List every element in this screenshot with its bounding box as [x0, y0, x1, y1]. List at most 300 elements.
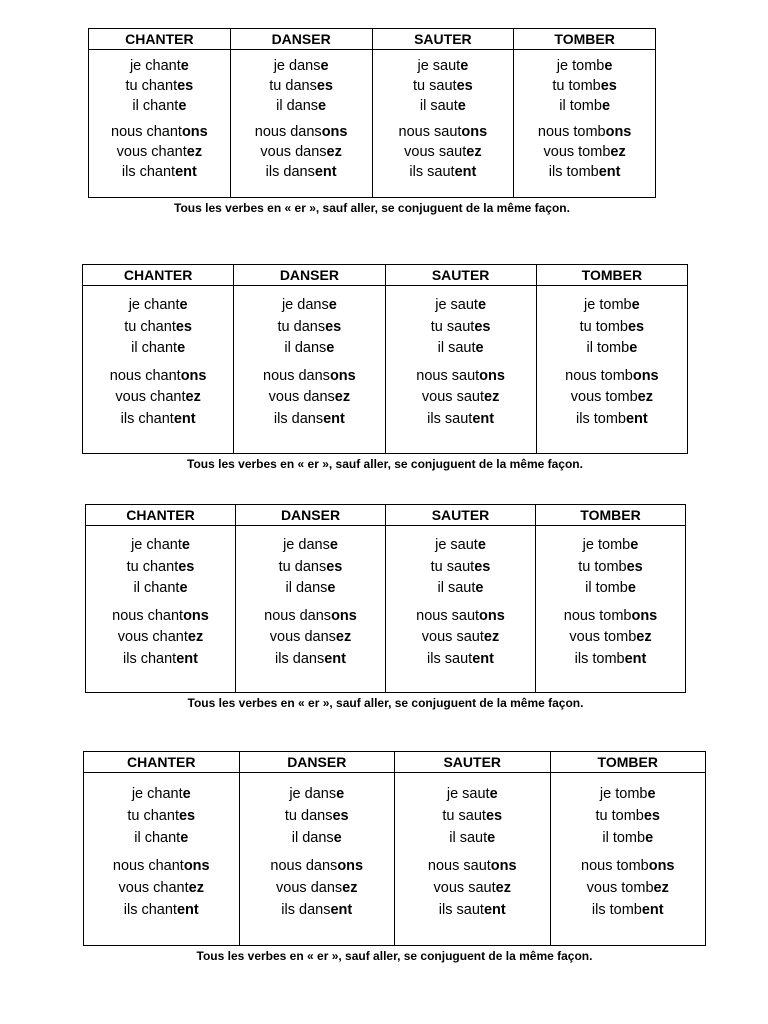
verb-ending: ent: [176, 650, 198, 667]
conjugation-table: [82, 264, 688, 454]
header-row: [83, 265, 688, 286]
conjugated-form: [231, 76, 372, 96]
verb-stem: nous dans: [270, 858, 338, 874]
verb-stem: il dans: [276, 98, 319, 114]
verb-ending: ez: [326, 144, 342, 160]
plural-forms: [537, 366, 687, 431]
verb-stem: tu chant: [127, 808, 179, 824]
conjugated-form: [536, 649, 685, 671]
verb-stem: il saut: [437, 580, 476, 596]
conjugated-form: [395, 827, 550, 849]
verb-ending: ez: [610, 144, 626, 160]
verb-ending: es: [325, 318, 342, 335]
conjugation-table: [85, 504, 686, 693]
verb-stem: nous saut: [427, 858, 491, 874]
conjugated-form: [537, 338, 687, 360]
verb-ending: ent: [330, 902, 353, 918]
verb-stem: je tomb: [582, 537, 631, 553]
plural-forms: [83, 366, 233, 431]
conjugated-form: [373, 56, 514, 76]
verb-stem: tu chant: [124, 318, 176, 335]
verb-ending: e: [333, 830, 342, 846]
verb-stem: vous chant: [115, 389, 186, 405]
conjugated-form: [83, 338, 233, 360]
verb-ending: ez: [637, 389, 653, 405]
verb-stem: il dans: [291, 830, 334, 846]
verb-stem: nous tomb: [537, 124, 606, 140]
rule-caption: Tous les verbes en « er », sauf aller, se conjuguent de la même façon.: [174, 201, 570, 215]
verb-stem: nous dans: [264, 607, 332, 624]
conjugated-form: [386, 649, 535, 671]
verb-ending: e: [178, 98, 187, 114]
conjugated-form: [551, 827, 706, 849]
conjugated-form: [373, 76, 514, 96]
conjugated-form: [231, 142, 372, 162]
conjugated-form: [231, 122, 372, 142]
singular-forms: [236, 535, 385, 600]
verb-ending: es: [474, 558, 491, 575]
verb-ending: e: [629, 340, 638, 356]
conjugation-block: [85, 504, 686, 710]
singular-forms: [514, 56, 655, 116]
rule-caption: Tous les verbes en « er », sauf aller, se conjuguent de la même façon.: [196, 949, 593, 963]
conjugated-form: [386, 627, 535, 649]
conjugated-form: [373, 142, 514, 162]
verb-ending: es: [456, 78, 473, 94]
verb-ending: ons: [183, 607, 209, 624]
verb-ending: e: [460, 58, 469, 74]
verb-stem: je saut: [446, 786, 490, 802]
verb-ending: e: [487, 830, 496, 846]
verb-stem: il saut: [437, 340, 476, 356]
verb-header: DANSER: [239, 752, 395, 773]
verb-stem: il dans: [284, 340, 327, 356]
verb-ending: ez: [185, 389, 201, 405]
conjugated-form: [236, 627, 385, 649]
verb-ending: e: [326, 340, 335, 356]
verb-stem: ils tomb: [548, 164, 599, 180]
conjugated-form: [83, 387, 233, 409]
verb-stem: vous tomb: [543, 144, 611, 160]
verb-stem: vous chant: [117, 629, 188, 645]
conjugated-form: [240, 827, 395, 849]
singular-forms: [395, 783, 550, 849]
verb-stem: ils saut: [427, 650, 473, 667]
verb-stem: il saut: [419, 98, 458, 114]
verb-ending: ons: [337, 858, 364, 874]
verb-ending: ons: [490, 858, 517, 874]
verb-ending: e: [489, 786, 498, 802]
conjugated-form: [231, 56, 372, 76]
verb-ending: e: [327, 580, 336, 596]
conjugated-form: [395, 899, 550, 921]
verb-ending: e: [328, 297, 337, 313]
verb-stem: vous tomb: [586, 880, 654, 896]
conjugated-form: [536, 535, 685, 557]
verb-stem: tu saut: [430, 318, 475, 335]
conjugated-form: [386, 387, 536, 409]
verb-header: SAUTER: [372, 29, 514, 50]
verb-stem: je saut: [435, 297, 478, 313]
verb-stem: ils chant: [123, 650, 177, 667]
verb-conjugation-cell: [239, 773, 395, 946]
verb-ending: es: [316, 78, 333, 94]
verb-stem: il chant: [131, 340, 178, 356]
verb-stem: tu dans: [284, 808, 333, 824]
conjugated-form: [240, 783, 395, 805]
singular-forms: [231, 56, 372, 116]
verb-ending: es: [643, 808, 660, 824]
verb-ending: ez: [484, 389, 500, 405]
verb-header: TOMBER: [550, 752, 706, 773]
conjugated-form: [395, 855, 550, 877]
verb-stem: ils tomb: [576, 410, 626, 427]
verb-ending: ent: [625, 410, 648, 427]
verb-stem: nous chant: [112, 858, 184, 874]
verb-header: DANSER: [234, 265, 385, 286]
verb-stem: vous dans: [269, 629, 336, 645]
conjugated-form: [395, 805, 550, 827]
verb-ending: e: [179, 297, 188, 313]
singular-forms: [536, 535, 685, 600]
singular-forms: [89, 56, 230, 116]
verb-stem: ils dans: [265, 164, 315, 180]
conjugated-form: [89, 162, 230, 182]
plural-forms: [386, 606, 535, 671]
verb-stem: tu dans: [278, 558, 327, 575]
verb-ending: e: [179, 580, 188, 596]
verb-stem: il saut: [449, 830, 488, 846]
verb-ending: e: [182, 786, 191, 802]
conjugation-block: [83, 751, 706, 963]
conjugated-form: [83, 366, 233, 388]
verb-ending: ent: [323, 410, 345, 427]
verb-ending: ent: [624, 650, 647, 667]
verb-ending: ez: [187, 629, 204, 645]
verb-ending: e: [645, 830, 654, 846]
verb-ending: ons: [605, 124, 632, 140]
verb-header: CHANTER: [84, 752, 240, 773]
conjugated-form: [240, 805, 395, 827]
verb-stem: vous saut: [421, 389, 484, 405]
verb-ending: ent: [641, 902, 664, 918]
verb-ending: e: [318, 98, 327, 114]
verb-stem: vous saut: [433, 880, 496, 896]
verb-stem: ils saut: [438, 902, 484, 918]
verb-stem: ils tomb: [591, 902, 642, 918]
conjugated-form: [236, 606, 385, 628]
verb-ending: es: [626, 558, 643, 575]
conjugation-row: [83, 286, 688, 454]
verb-header: DANSER: [230, 29, 372, 50]
verb-ending: ez: [653, 880, 669, 896]
verb-ending: ez: [342, 880, 358, 896]
verb-stem: il tomb: [586, 340, 630, 356]
verb-ending: ez: [186, 144, 203, 160]
header-row: [84, 752, 706, 773]
verb-ending: ons: [479, 367, 505, 384]
conjugated-form: [234, 387, 384, 409]
verb-ending: ons: [331, 607, 357, 624]
conjugated-form: [84, 899, 239, 921]
singular-forms: [386, 295, 536, 360]
conjugated-form: [551, 783, 706, 805]
verb-header: SAUTER: [386, 505, 536, 526]
verb-ending: e: [604, 58, 613, 74]
verb-ending: ons: [632, 367, 659, 384]
verb-ending: es: [178, 558, 195, 575]
verb-header: TOMBER: [514, 29, 656, 50]
verb-ending: ent: [176, 902, 199, 918]
verb-stem: nous saut: [398, 124, 462, 140]
conjugated-form: [240, 855, 395, 877]
conjugated-form: [86, 606, 235, 628]
verb-ending: e: [177, 340, 186, 356]
verb-header: SAUTER: [385, 265, 536, 286]
verb-stem: tu tomb: [579, 318, 628, 335]
verb-stem: il tomb: [585, 580, 628, 596]
conjugated-form: [231, 162, 372, 182]
verb-conjugation-cell: [385, 286, 536, 454]
verb-ending: ent: [472, 410, 495, 427]
verb-stem: je dans: [283, 537, 330, 553]
conjugated-form: [240, 877, 395, 899]
conjugated-form: [89, 122, 230, 142]
verb-ending: es: [474, 318, 491, 335]
verb-ending: es: [627, 318, 645, 335]
verb-stem: vous dans: [276, 880, 343, 896]
singular-forms: [83, 295, 233, 360]
verb-ending: ent: [173, 410, 196, 427]
verb-ending: ez: [636, 629, 652, 645]
conjugated-form: [83, 317, 233, 339]
verb-ending: es: [178, 808, 196, 824]
conjugated-form: [231, 96, 372, 116]
verb-ending: es: [175, 318, 192, 335]
verb-header: TOMBER: [536, 505, 686, 526]
verb-ending: ons: [321, 124, 348, 140]
verb-ending: e: [180, 58, 189, 74]
verb-conjugation-cell: [83, 286, 234, 454]
conjugated-form: [373, 96, 514, 116]
verb-conjugation-cell: [236, 526, 386, 693]
singular-forms: [234, 295, 384, 360]
verb-conjugation-cell: [86, 526, 236, 693]
verb-stem: je chant: [131, 537, 182, 553]
verb-stem: il chant: [132, 98, 179, 114]
verb-stem: il chant: [133, 580, 180, 596]
conjugated-form: [234, 366, 384, 388]
conjugated-form: [386, 557, 535, 579]
conjugated-form: [514, 142, 655, 162]
conjugated-form: [234, 338, 384, 360]
verb-stem: vous saut: [404, 144, 467, 160]
conjugated-form: [537, 366, 687, 388]
conjugated-form: [537, 317, 687, 339]
conjugated-form: [386, 409, 536, 431]
verb-conjugation-cell: [372, 50, 514, 198]
conjugated-form: [551, 855, 706, 877]
verb-ending: ons: [648, 858, 675, 874]
conjugated-form: [89, 76, 230, 96]
verb-stem: tu saut: [413, 78, 457, 94]
verb-stem: ils saut: [427, 410, 473, 427]
conjugated-form: [86, 578, 235, 600]
conjugated-form: [86, 557, 235, 579]
verb-stem: vous chant: [116, 144, 187, 160]
verb-stem: tu dans: [277, 318, 326, 335]
rule-caption: Tous les verbes en « er », sauf aller, se conjuguent de la même façon.: [187, 696, 584, 710]
conjugated-form: [89, 56, 230, 76]
conjugated-form: [84, 783, 239, 805]
conjugated-form: [536, 557, 685, 579]
conjugated-form: [536, 578, 685, 600]
verb-header: CHANTER: [83, 265, 234, 286]
plural-forms: [84, 855, 239, 921]
conjugated-form: [373, 162, 514, 182]
verb-stem: tu chant: [126, 558, 179, 575]
verb-ending: e: [329, 537, 338, 553]
verb-ending: ez: [334, 389, 351, 405]
verb-stem: je dans: [281, 297, 329, 313]
conjugated-form: [386, 535, 535, 557]
verb-ending: ons: [479, 607, 505, 624]
conjugation-table: [88, 28, 656, 198]
verb-ending: e: [320, 58, 329, 74]
verb-ending: e: [631, 297, 640, 313]
verb-ending: e: [647, 786, 656, 802]
verb-header: TOMBER: [536, 265, 687, 286]
conjugated-form: [84, 827, 239, 849]
verb-stem: ils dans: [273, 410, 324, 427]
verb-conjugation-cell: [230, 50, 372, 198]
verb-stem: tu tomb: [595, 808, 644, 824]
verb-stem: nous dans: [254, 124, 322, 140]
verb-header: SAUTER: [395, 752, 551, 773]
verb-stem: je tomb: [556, 58, 605, 74]
singular-forms: [537, 295, 687, 360]
verb-ending: ons: [329, 367, 356, 384]
conjugated-form: [395, 783, 550, 805]
verb-ending: ent: [314, 164, 337, 180]
plural-forms: [395, 855, 550, 921]
verb-ending: ent: [454, 164, 477, 180]
verb-ending: ez: [335, 629, 352, 645]
conjugation-row: [89, 50, 656, 198]
verb-ending: e: [180, 830, 189, 846]
verb-stem: je chant: [129, 58, 181, 74]
verb-stem: nous tomb: [565, 367, 633, 384]
conjugated-form: [84, 877, 239, 899]
verb-stem: nous saut: [416, 607, 480, 624]
conjugated-form: [234, 317, 384, 339]
verb-stem: tu saut: [442, 808, 486, 824]
verb-ending: e: [181, 537, 190, 553]
conjugated-form: [236, 535, 385, 557]
conjugated-form: [536, 627, 685, 649]
conjugated-form: [386, 295, 536, 317]
verb-header: CHANTER: [89, 29, 231, 50]
plural-forms: [240, 855, 395, 921]
conjugated-form: [83, 295, 233, 317]
singular-forms: [551, 783, 706, 849]
singular-forms: [373, 56, 514, 116]
verb-ending: es: [600, 78, 617, 94]
singular-forms: [84, 783, 239, 849]
verb-stem: ils chant: [123, 902, 177, 918]
conjugated-form: [386, 578, 535, 600]
verb-stem: ils saut: [409, 164, 455, 180]
conjugated-form: [89, 96, 230, 116]
verb-stem: vous tomb: [569, 629, 637, 645]
verb-stem: nous dans: [263, 367, 330, 384]
verb-stem: tu tomb: [578, 558, 627, 575]
verb-ending: ez: [483, 629, 500, 645]
verb-ending: es: [485, 808, 503, 824]
conjugated-form: [89, 142, 230, 162]
verb-stem: ils dans: [275, 650, 325, 667]
conjugated-form: [514, 122, 655, 142]
verb-ending: e: [477, 537, 486, 553]
plural-forms: [536, 606, 685, 671]
verb-header: DANSER: [236, 505, 386, 526]
verb-stem: il chant: [134, 830, 181, 846]
verb-conjugation-cell: [84, 773, 240, 946]
conjugation-block: [82, 264, 688, 471]
verb-ending: e: [457, 98, 466, 114]
conjugation-row: [86, 526, 686, 693]
verb-stem: je dans: [273, 58, 321, 74]
header-row: [89, 29, 656, 50]
verb-stem: vous tomb: [570, 389, 638, 405]
verb-stem: il tomb: [559, 98, 602, 114]
verb-ending: ent: [472, 650, 494, 667]
verb-conjugation-cell: [395, 773, 551, 946]
conjugated-form: [83, 409, 233, 431]
verb-conjugation-cell: [550, 773, 706, 946]
verb-ending: ent: [598, 164, 621, 180]
conjugated-form: [84, 805, 239, 827]
verb-stem: vous dans: [268, 389, 335, 405]
verb-stem: ils tomb: [574, 650, 625, 667]
plural-forms: [514, 122, 655, 182]
verb-ending: e: [627, 580, 636, 596]
verb-ending: es: [177, 78, 194, 94]
conjugated-form: [514, 76, 655, 96]
singular-forms: [240, 783, 395, 849]
conjugated-form: [386, 317, 536, 339]
verb-stem: vous dans: [260, 144, 327, 160]
conjugated-form: [551, 899, 706, 921]
conjugated-form: [234, 409, 384, 431]
verb-stem: tu chant: [125, 78, 178, 94]
verb-ending: ez: [466, 144, 482, 160]
verb-ending: ons: [183, 858, 210, 874]
conjugation-row: [84, 773, 706, 946]
verb-stem: ils chant: [120, 410, 174, 427]
plural-forms: [551, 855, 706, 921]
verb-conjugation-cell: [536, 526, 686, 693]
plural-forms: [236, 606, 385, 671]
conjugated-form: [395, 877, 550, 899]
plural-forms: [231, 122, 372, 182]
verb-stem: je tomb: [584, 297, 632, 313]
singular-forms: [86, 535, 235, 600]
verb-conjugation-cell: [89, 50, 231, 198]
verb-ending: ons: [461, 124, 488, 140]
conjugation-block: [88, 28, 656, 215]
conjugated-form: [86, 535, 235, 557]
